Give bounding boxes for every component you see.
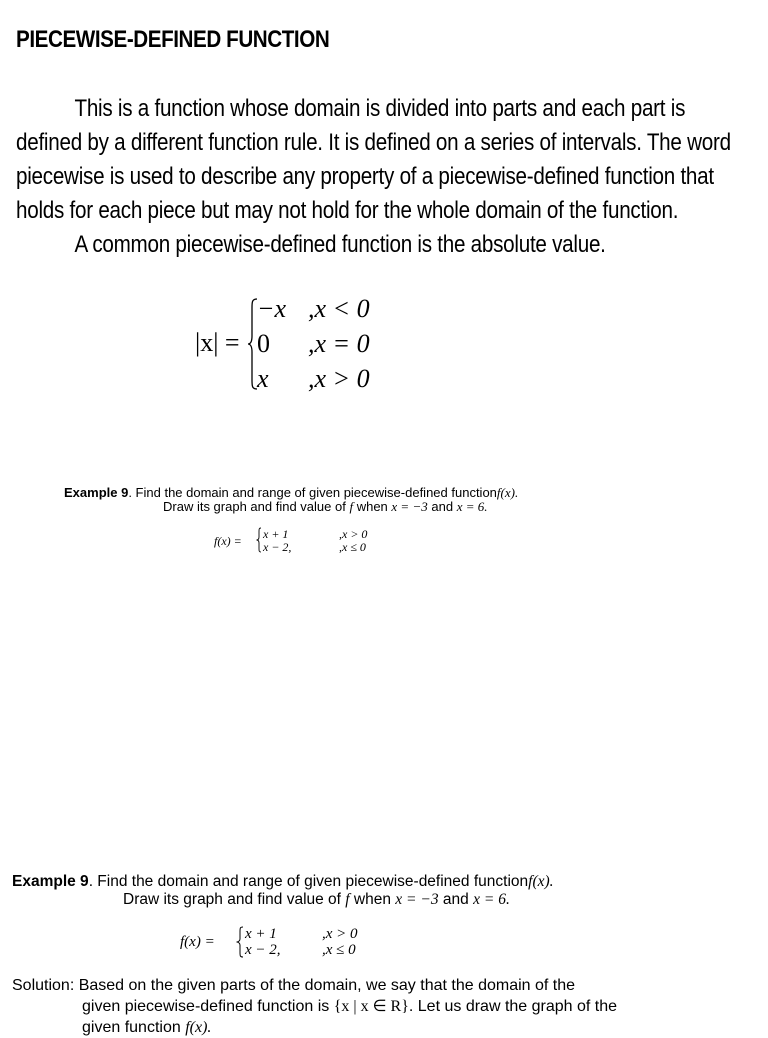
solution-line xyxy=(12,1017,742,1038)
function-symbol: f xyxy=(345,891,350,908)
example-heading xyxy=(64,486,518,500)
example-function-large xyxy=(180,926,420,962)
case-expression: −x xyxy=(257,294,287,323)
left-brace-icon xyxy=(256,527,262,553)
intro-paragraph xyxy=(16,92,742,262)
instruction-text: and xyxy=(431,499,454,514)
solution-line: Solution: Based on the given parts of the domain, we say that the domain of the xyxy=(12,977,576,994)
page-title: PIECEWISE-DEFINED FUNCTION xyxy=(16,26,330,53)
function-symbol: f xyxy=(349,499,354,514)
value-math: x = −3 xyxy=(391,499,428,514)
paragraph-line: holds for each piece but may not hold for the whole domain of the function. xyxy=(16,197,679,224)
case-condition: ,x > 0 xyxy=(339,527,368,541)
case-condition: ,x > 0 xyxy=(322,926,358,942)
instruction-text: Draw its graph and find value of xyxy=(123,891,341,908)
example-heading xyxy=(12,873,554,891)
paragraph-line: This is a function whose domain is divided into parts and each part is xyxy=(74,95,686,122)
case-condition: ,x > 0 xyxy=(308,364,370,393)
case-expression: x + 1 xyxy=(245,926,277,942)
paragraph-line: piecewise is used to describe any property of a piecewise-defined function that xyxy=(16,163,714,190)
value-math: x = −3 xyxy=(395,891,439,908)
paragraph-line: A common piecewise-defined function is the absolute value. xyxy=(74,231,606,258)
case-expression: 0 xyxy=(257,329,270,358)
instruction-text: and xyxy=(442,891,469,908)
absolute-value-lhs: |x| = xyxy=(195,328,240,357)
function-lhs: f(x) = xyxy=(180,934,215,950)
function-symbol: f(x). xyxy=(528,873,554,890)
example-instruction xyxy=(163,500,487,514)
function-lhs: f(x) = xyxy=(214,534,242,548)
example-function-small xyxy=(214,527,414,557)
solution-paragraph xyxy=(12,975,742,1038)
case-expression: x − 2, xyxy=(245,942,281,958)
instruction-text: when xyxy=(353,891,391,908)
value-math: x = 6. xyxy=(473,891,510,908)
case-expression: x − 2, xyxy=(263,540,292,554)
left-brace-icon xyxy=(236,926,244,958)
case-condition: ,x ≤ 0 xyxy=(322,942,356,958)
case-condition: ,x = 0 xyxy=(308,329,370,358)
solution-text: given piecewise-defined function is xyxy=(82,998,330,1015)
value-math: x = 6. xyxy=(456,499,488,514)
domain-set: {x | x ∈ R} xyxy=(333,998,409,1015)
case-condition: ,x < 0 xyxy=(308,294,370,323)
solution-text: . Let us draw the graph of the xyxy=(408,998,618,1015)
function-symbol: f(x). xyxy=(496,485,519,500)
case-expression: x xyxy=(257,364,269,393)
example-instruction xyxy=(123,891,510,909)
function-symbol: f(x). xyxy=(185,1019,212,1036)
example-label: Example 9 xyxy=(64,485,129,500)
instruction-text: Draw its graph and find value of xyxy=(163,499,346,514)
example-text: . Find the domain and range of given piecewise-defined function xyxy=(88,873,529,890)
example-text: . Find the domain and range of given piecewise-defined function xyxy=(128,485,497,500)
example-label: Example 9 xyxy=(12,873,89,890)
paragraph-line: defined by a different function rule. It is defined on a series of intervals. The word xyxy=(16,129,731,156)
case-expression: x + 1 xyxy=(263,527,289,541)
solution-text: given function xyxy=(82,1019,181,1036)
case-condition: ,x ≤ 0 xyxy=(339,540,366,554)
solution-line xyxy=(12,996,742,1017)
instruction-text: when xyxy=(356,499,388,514)
